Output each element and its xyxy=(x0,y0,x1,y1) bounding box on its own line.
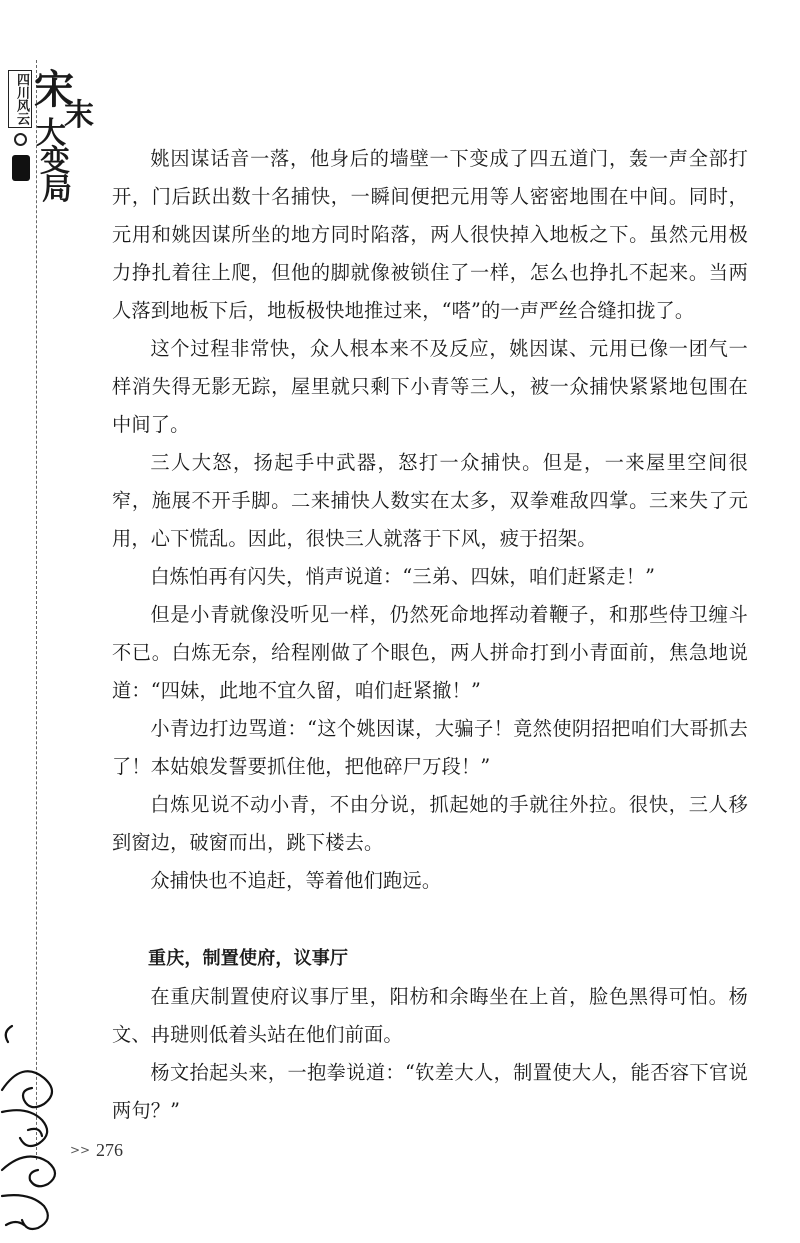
paragraph: 众捕快也不追赶，等着他们跑远。 xyxy=(150,869,442,892)
paragraph: 姚因谋话音一落，他身后的墙壁一下变成了四五道门，轰一声全部打开，门后跃出数十名捕快，一瞬间便把元用等人密密地围在中间。同时，元用和姚因谋所坐的地方同时陷落，两人很快掉入地板之下。虽然元用极力挣扎着往上爬，但他的脚就像被锁住了一样，怎么也挣扎不起来。当两人落到地板下后，地板极快地推过来，“嗒”的一声严丝合缝扣拢了。 xyxy=(112,147,748,322)
section-heading: 重庆，制置使府，议事厅 xyxy=(148,948,349,969)
seal-stamp-icon xyxy=(12,155,30,181)
paragraph: 白炼怕再有闪失，悄声说道：“三弟、四妹，咱们赶紧走！” xyxy=(150,565,656,588)
paragraph: 小青边打边骂道：“这个姚因谋，大骗子！竟然使阴招把咱们大哥抓去了！本姑娘发誓要抓住他，把他碎尸万段！” xyxy=(112,717,748,778)
book-title-char: 局 xyxy=(42,172,72,207)
paragraph: 在重庆制置使府议事厅里，阳枋和余晦坐在上首，脸色黑得可怕。杨文、冉琎则低着头站在他们前面。 xyxy=(112,985,748,1046)
page-number: 276 xyxy=(96,1140,123,1160)
series-label: 四川风云 xyxy=(8,70,32,128)
body-text xyxy=(112,140,748,1130)
ring-icon xyxy=(14,133,27,146)
cloud-ornament-icon xyxy=(0,1020,90,1243)
book-title-char: 末 xyxy=(64,98,94,133)
paragraph: 杨文抬起头来，一抱拳说道：“钦差大人，制置使大人，能否容下官说两句？” xyxy=(112,1061,748,1122)
book-title-char: 变 xyxy=(40,144,70,179)
book-title-char: 宋 xyxy=(34,66,74,113)
margin-dashed-rule xyxy=(36,60,37,1160)
paragraph: 这个过程非常快，众人根本来不及反应，姚因谋、元用已像一团气一样消失得无影无踪，屋里就只剩下小青等三人，被一众捕快紧紧地包围在中间了。 xyxy=(112,337,748,436)
book-title-char: 大 xyxy=(36,116,66,151)
paragraph: 三人大怒，扬起手中武器，怒打一众捕快。但是，一来屋里空间很窄，施展不开手脚。二来捕快人数实在太多，双拳难敌四掌。三来失了元用，心下慌乱。因此，很快三人就落于下风，疲于招架。 xyxy=(112,451,748,550)
paragraph: 白炼见说不动小青，不由分说，抓起她的手就往外拉。很快，三人移到窗边，破窗而出，跳下楼去。 xyxy=(112,793,748,854)
paragraph: 但是小青就像没听见一样，仍然死命地挥动着鞭子，和那些侍卫缠斗不已。白炼无奈，给程刚做了个眼色，两人拼命打到小青面前，焦急地说道：“四妹，此地不宜久留，咱们赶紧撤！” xyxy=(112,603,748,702)
page-arrow-icon: >> xyxy=(70,1143,91,1157)
